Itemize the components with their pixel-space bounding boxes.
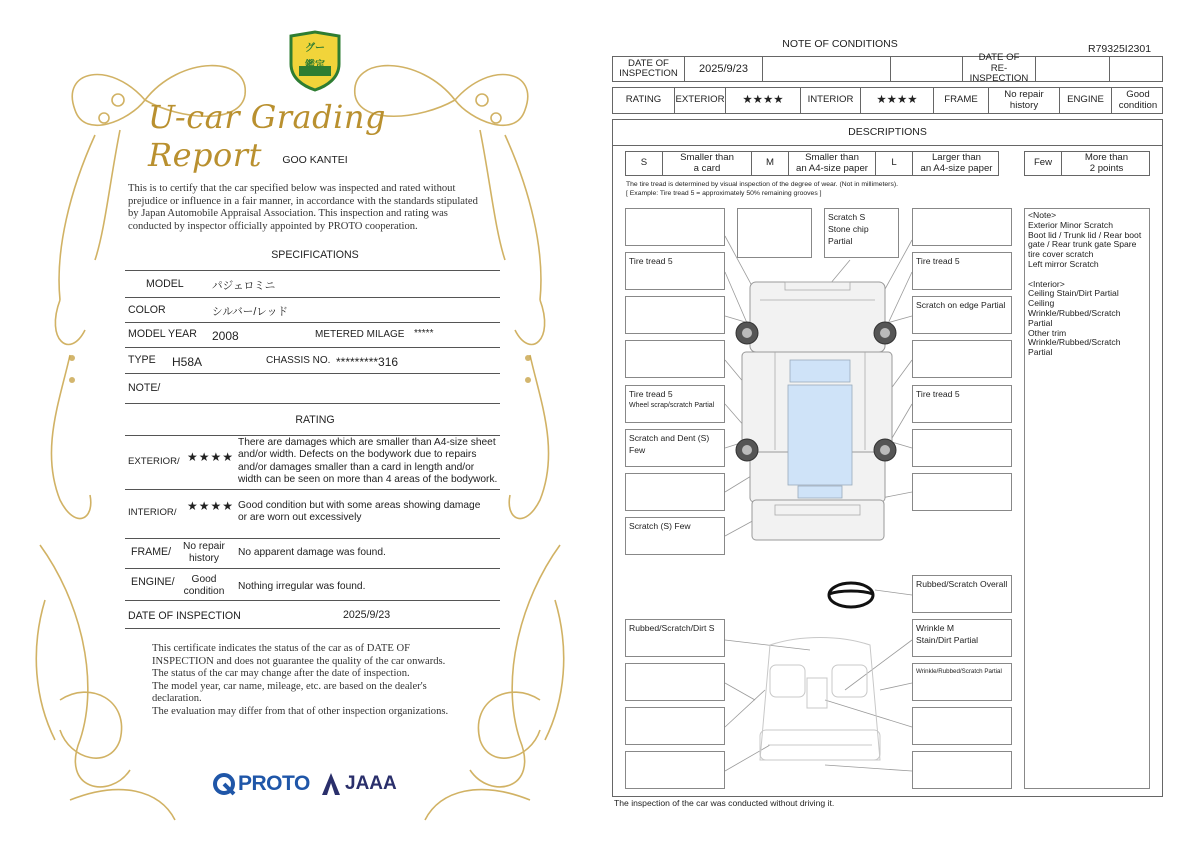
exterior-stars: ★★★★ <box>726 88 801 113</box>
exterior-description: There are damages which are smaller than A4-size sheet and/or width. Defects on the bodywork due to repairs and/or damages smaller than a card in length and/or width can be seen on more than 4 areas of the bodywork. <box>238 437 498 485</box>
metered-mileage-label: METERED MILAGE <box>315 329 405 340</box>
interior-stars: ★★★★ <box>187 499 235 513</box>
frame-label: FRAME/ <box>131 546 172 558</box>
desc-left-tire-rear: Tire tread 5 Wheel scrap/scratch Partial <box>625 385 725 423</box>
desc-interior-left-top: Rubbed/Scratch/Dirt S <box>625 619 725 657</box>
exterior-label: EXTERIOR <box>675 88 726 113</box>
report-title: U-car Grading Report <box>148 98 386 174</box>
specifications-heading: SPECIFICATIONS <box>271 249 359 261</box>
proto-logo-icon <box>212 771 238 797</box>
type-label: TYPE <box>128 354 156 366</box>
metered-mileage-value: ***** <box>414 328 434 339</box>
color-label: COLOR <box>128 304 166 316</box>
tread-note: The tire tread is determined by visual inspection of the degree of wear. (Not in millimeters). [ Example: Tire tread 5 = approximately 50% remaining grooves ] <box>626 181 898 197</box>
jaaa-logo-icon <box>320 771 342 797</box>
badge-text: グー 鑑定 <box>305 43 325 71</box>
desc-left-tire-front: Tire tread 5 <box>625 252 725 290</box>
descriptions-heading: DESCRIPTIONS <box>848 126 927 138</box>
legend-m-code: M <box>752 152 789 175</box>
jaaa-logo <box>320 771 397 797</box>
conditions-footer: The inspection of the car was conducted without driving it. <box>614 798 835 808</box>
frame-description: No apparent damage was found. <box>238 547 386 558</box>
frame-value: No repair history <box>1004 89 1044 111</box>
date-of-inspection-value: 2025/9/23 <box>343 609 391 621</box>
legend-few-desc: More than 2 points <box>1084 152 1129 174</box>
legend-s-code: S <box>626 152 663 175</box>
intro-paragraph: This is to certify that the car specified below was inspected and rated without prejudice or influence in a fair manner, in accordance with the standards stipulated by Japan Automobile Appraisal Association. This inspection and rating was conducted by inspector officially appointed by PROTO cooperation. <box>128 183 478 232</box>
desc-left-scratch-few: Scratch (S) Few <box>625 517 725 555</box>
desc-left-scratch-dent: Scratch and Dent (S) Few <box>625 429 725 467</box>
chassis-value: *********316 <box>336 355 399 369</box>
engine-value: Good condition <box>183 574 225 597</box>
exterior-stars: ★★★★ <box>187 450 235 464</box>
color-value: シルバー/レッド <box>212 306 288 318</box>
engine-label: ENGINE/ <box>131 576 175 588</box>
legend-l-code: L <box>876 152 913 175</box>
frame-label: FRAME <box>934 88 989 113</box>
rating-heading: RATING <box>295 414 335 426</box>
engine-description: Nothing irregular was found. <box>238 581 366 592</box>
conditions-title: NOTE OF CONDITIONS <box>782 38 898 50</box>
goo-kantei-badge-icon <box>287 30 343 92</box>
reinspection-label-line2: RE-INSPECTION <box>969 62 1029 85</box>
jaaa-logo-text: JAAA <box>345 773 397 794</box>
exterior-label: EXTERIOR/ <box>128 456 180 467</box>
desc-right-tire-rear: Tire tread 5 <box>912 385 1012 423</box>
desc-right-tire-front: Tire tread 5 <box>912 252 1012 290</box>
legend-m-desc: Smaller than an A4-size paper <box>796 152 868 174</box>
date-of-inspection-label: DATE OF INSPECTION <box>128 610 241 622</box>
date-inspection-label-line2: INSPECTION <box>619 68 678 79</box>
engine-label: ENGINE <box>1060 88 1112 113</box>
desc-steering: Rubbed/Scratch Overall <box>912 575 1012 613</box>
chassis-label: CHASSIS NO. <box>266 355 331 366</box>
report-subtitle: GOO KANTEI <box>282 154 348 166</box>
desc-top-center: Scratch S Stone chip Partial <box>824 208 899 258</box>
desc-interior-right-mid: Wrinkle/Rubbed/Scratch Partial <box>912 663 1012 701</box>
proto-logo <box>212 771 310 797</box>
note-of-conditions <box>600 0 1200 848</box>
model-value: パジェロミニ <box>212 280 276 292</box>
engine-value: Good condition <box>1118 89 1158 111</box>
certificate-footer: This certificate indicates the status of the car as of DATE OF INSPECTION and does not guarantee the quality of the car onwards. The status of the car may change after the date of inspection. The model year, car name, mileage, etc. are based on the dealer's declaration. The evaluation may differ from that of other inspection organizations. <box>152 643 449 717</box>
note-label: NOTE/ <box>128 382 161 394</box>
model-year-value: 2008 <box>212 329 239 343</box>
date-inspection-value: 2025/9/23 <box>685 57 763 81</box>
rating-label: RATING <box>613 88 675 113</box>
model-label: MODEL <box>146 278 184 290</box>
report-id: R79325I2301 <box>1088 43 1152 55</box>
legend-few-code: Few <box>1025 152 1062 175</box>
model-year-label: MODEL YEAR <box>128 328 197 340</box>
reinspection-label-line1: DATE OF <box>978 52 1020 64</box>
frame-value: No repair history <box>183 541 225 564</box>
interior-label: INTERIOR/ <box>128 507 177 518</box>
type-value: H58A <box>172 355 203 369</box>
date-inspection-label-line1: DATE OF <box>628 57 669 69</box>
desc-right-scratch-edge: Scratch on edge Partial <box>912 296 1012 334</box>
interior-description: Good condition but with some areas showing damage or are worn out excessively <box>238 500 481 524</box>
legend-s-desc: Smaller than a card <box>680 152 734 174</box>
interior-label: INTERIOR <box>801 88 861 113</box>
proto-logo-text: PROTO <box>238 772 310 795</box>
notes-box: <Note> Exterior Minor Scratch Boot lid / Trunk lid / Rear boot gate / Rear trunk gate Spare tire cover scratch Left mirror Scratch <Interior> Ceiling Stain/Dirt Partial Ceiling Wrinkle/Rubbed/Scratch Partial Other trim Wrinkle/Rubbed/Scratch Partial <box>1024 208 1150 789</box>
desc-interior-right-top: Wrinkle M Stain/Dirt Partial <box>912 619 1012 657</box>
interior-stars: ★★★★ <box>861 88 934 113</box>
legend-l-desc: Larger than an A4-size paper <box>920 152 993 174</box>
